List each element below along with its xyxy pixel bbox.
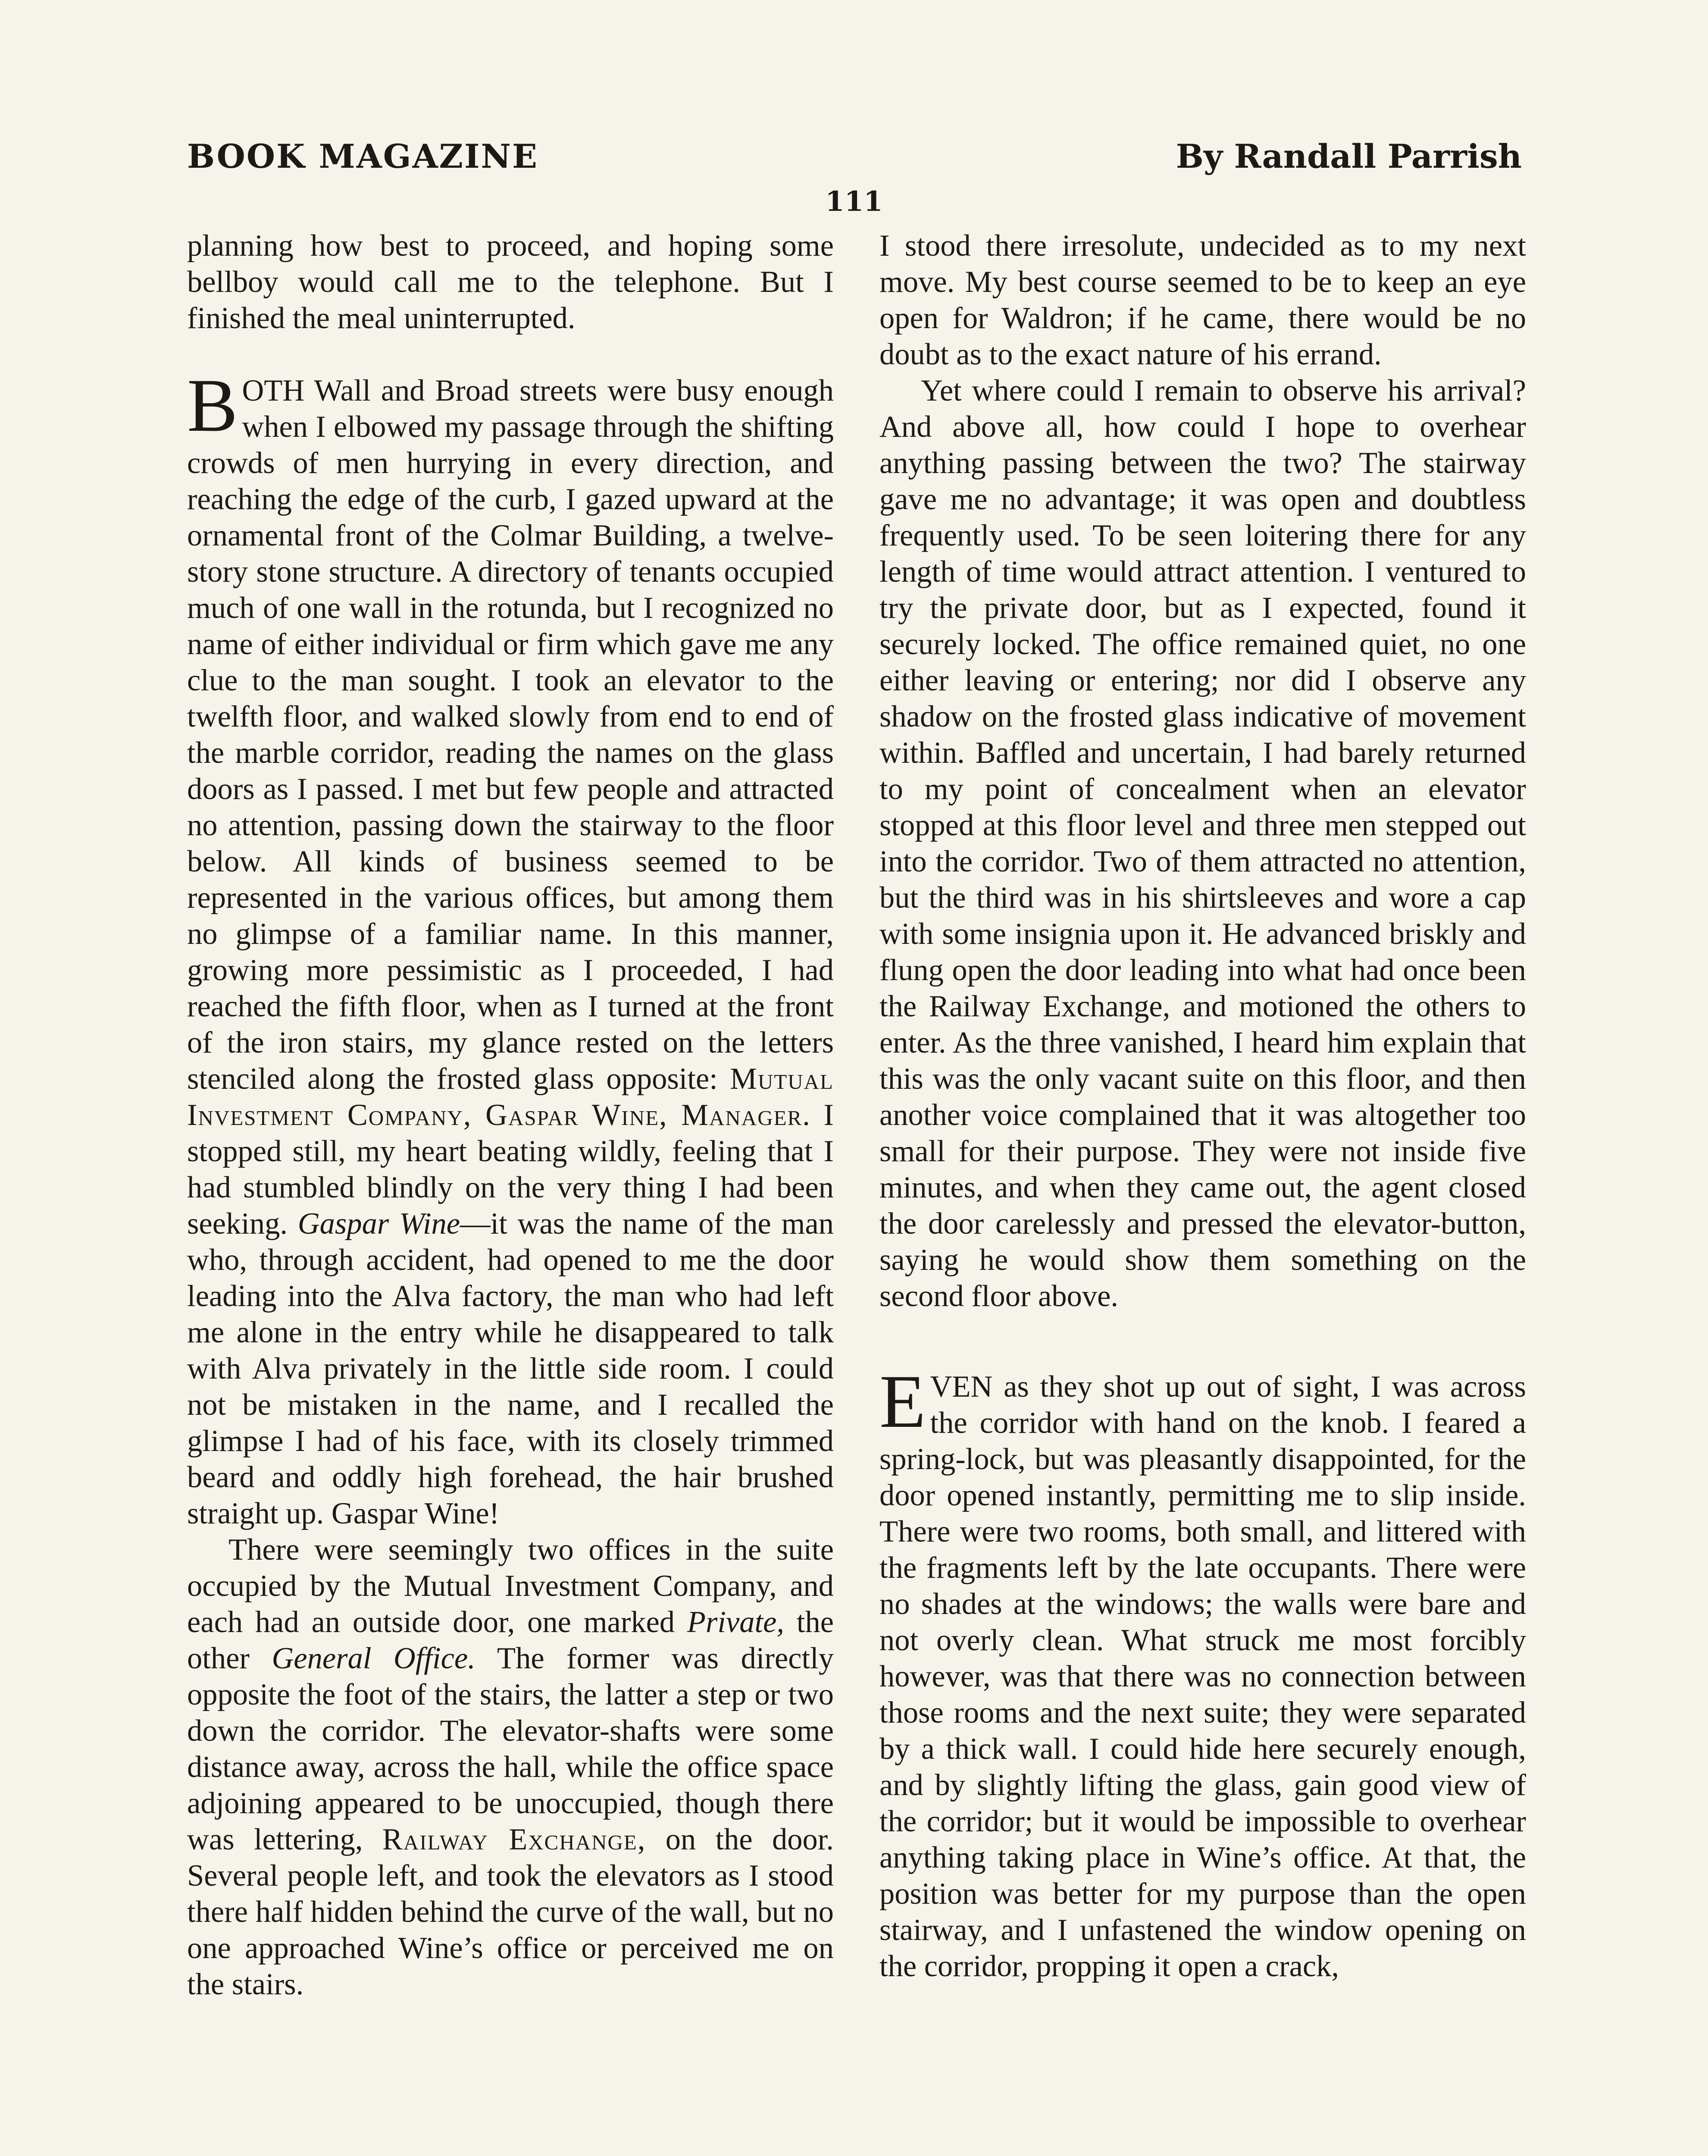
right-column	[879, 228, 1526, 1984]
author-byline: By Randall Parrish	[1176, 137, 1522, 175]
emphasis-name: Gaspar Wine	[297, 1207, 460, 1241]
drop-cap: B	[187, 364, 238, 448]
paragraph	[187, 1532, 834, 2002]
section-paragraph	[187, 364, 834, 1532]
paragraph-text: the other	[187, 1605, 834, 1675]
paragraph: Yet where could I remain to observe his arrival? And above all, how could I hope to overhear anything passing between the two? The stairway gave me no advantage; it was open and doubtless frequently used. To be seen loitering there for any length of time would attract attention. I ventured to try the private door, but as I expected, found it securely locked. The office remained quiet, no one either leaving or entering; nor did I observe any shadow on the frosted glass indicative of movement within. Baffled and uncertain, I had barely returned to my point of concealment when an elevator stopped at this floor level and three men stepped out into the corridor. Two of them attracted no attention, but the third was in his shirtsleeves and wore a cap with some insignia upon it. He advanced briskly and flung open the door leading into what had once been the Railway Exchange, and motioned the others to enter. As the three vanished, I heard him explain that this was the only vacant suite on this floor, and then another voice complained that it was altogether too small for their purpose. They were not inside five minutes, and when they came out, the agent closed the door carelessly and pressed the elevator-button, saying he would show them something on the second floor above.	[879, 374, 1526, 1313]
lead-word: OTH	[242, 374, 305, 407]
emphasis-general-office: General Office.	[272, 1642, 475, 1675]
door-sign-text: Railway Exchange,	[382, 1823, 646, 1856]
paragraph-text: There were seemingly two offices in the suite occupied by the Mutual Investment Company, and each had an outside door, one marked	[187, 1533, 834, 1639]
paragraph-text: on the door. Several people left, and took the elevators as I stood there half hidden behind the curve of the wall, but no one approached Wine’s office or perceived me on the stairs.	[187, 1823, 834, 2001]
left-column	[187, 228, 834, 2002]
paragraph: I stood there irresolute, undecided as to my next move. My best course seemed to be to keep an eye open for Waldron; if he came, there would be no doubt as to the exact nature of his errand.	[879, 229, 1526, 371]
paragraph-text: The former was directly opposite the foot of the stairs, the latter a step or two down the corridor. The elevator-shafts were some distance away, across the hall, while the office space adjoining appeared to be unoccupied, though there was lettering,	[187, 1642, 834, 1856]
magazine-title: BOOK MAGAZINE	[187, 137, 538, 175]
lead-word: VEN	[930, 1370, 993, 1404]
paragraph: planning how best to proceed, and hoping some bellboy would call me to the telephone. But I finished the meal uninterrupted.	[187, 229, 834, 335]
door-sign-text: Mutual Investment Company, Gaspar Wine, Manager.	[187, 1062, 834, 1132]
paragraph-text: I stopped still, my heart beating wildly, feeling that I had stumbled blindly on the very thing I had been seeking.	[187, 1098, 834, 1241]
section-paragraph	[879, 1360, 1526, 1984]
page-number: 111	[825, 185, 883, 218]
emphasis-private: Private,	[687, 1605, 785, 1639]
paragraph-text: —it was the name of the man who, through accident, had opened to me the door leading into the Alva factory, the man who had left me alone in the entry while he disappeared to talk with Alva privately in the little side room. I could not be mistaken in the name, and I recalled the glimpse I had of his face, with its closely trimmed beard and oddly high forehead, the hair brushed straight up. Gaspar Wine!	[187, 1207, 834, 1530]
drop-cap: E	[879, 1360, 926, 1444]
paragraph-text: Wall and Broad streets were busy enough when I elbowed my passage through the shifting crowds of men hurrying in every direction, and reaching the edge of the curb, I gazed upward at the ornamental front of the Colmar Building, a twelve-story stone structure. A directory of tenants occupied much of one wall in the rotunda, but I recognized no name of either individual or firm which gave me any clue to the man sought. I took an elevator to the twelfth floor, and walked slowly from end to end of the marble corridor, reading the names on the glass doors as I passed. I met but few people and attracted no attention, passing down the stairway to the floor below. All kinds of business seemed to be represented in the various offices, but among them no glimpse of a familiar name. In this manner, growing more pessimistic as I proceeded, I had reached the fifth floor, when as I turned at the front of the iron stairs, my glance rested on the letters stenciled along the frosted glass opposite:	[187, 374, 834, 1096]
paragraph-text: as they shot up out of sight, I was across the corridor with hand on the knob. I feared a spring-lock, but was pleasantly disappointed, for the door opened instantly, permitting me to slip inside. There were two rooms, both small, and littered with the fragments left by the late occupants. There were no shades at the windows; the walls were bare and not overly clean. What struck me most forcibly however, was that there was no connection between those rooms and the next suite; they were separated by a thick wall. I could hide here securely enough, and by slightly lifting the glass, gain good view of the corridor; but it would be impossible to overhear anything taking place in Wine’s office. At that, the position was better for my purpose than the open stairway, and I unfastened the window opening on the corridor, propping it open a crack,	[879, 1370, 1526, 1983]
